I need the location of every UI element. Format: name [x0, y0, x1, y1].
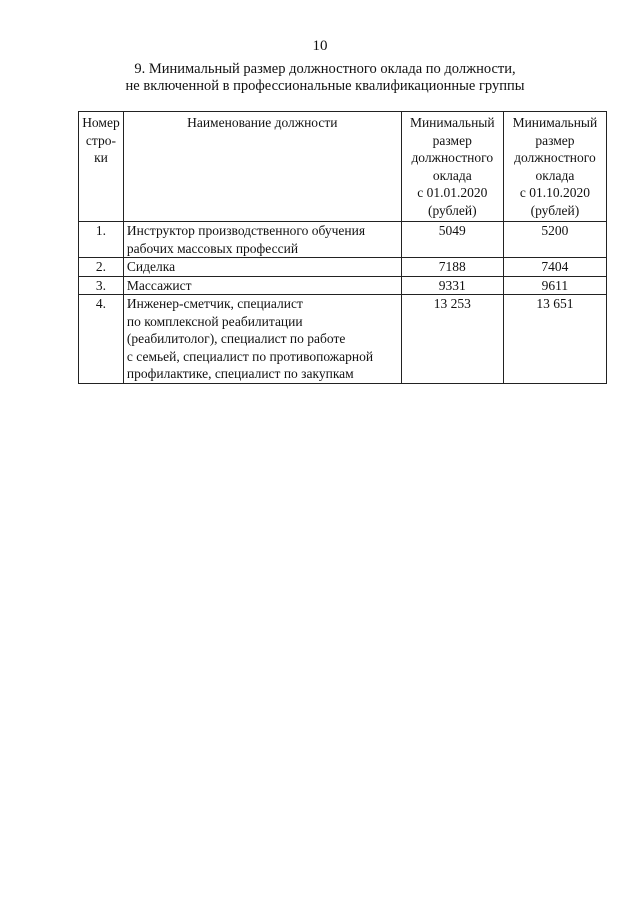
position-name-line: с семьей, специалист по противопожарной: [126, 348, 374, 364]
position-name-line: Массажист: [126, 277, 192, 293]
header-text: с 01.01.2020: [417, 185, 488, 200]
position-name-line: (реабилитолог), специалист по работе: [126, 331, 346, 346]
salary-2020-10: 9611: [503, 276, 606, 295]
position-name-line: рабочих массовых профессий: [126, 240, 299, 256]
header-text: Минимальный: [409, 115, 495, 130]
header-text: Наименование должности: [187, 115, 338, 130]
salary-2020-10: 13 651: [503, 295, 606, 384]
row-number: 3.: [79, 276, 124, 295]
header-text: размер: [535, 132, 575, 148]
position-name: [123, 258, 401, 277]
section-title-line-1: 9. Минимальный размер должностного оклада по должности,: [134, 61, 516, 77]
header-text: размер: [432, 132, 472, 148]
position-name-line: Сиделка: [126, 259, 176, 274]
salary-2020-10: 7404: [503, 258, 606, 277]
position-name-line: Инженер-сметчик, специалист: [126, 296, 303, 311]
salary-2020-01: 9331: [401, 276, 503, 295]
position-name-line: Инструктор производственного обучения: [126, 223, 366, 238]
table-row: [79, 295, 607, 384]
header-row-number: [79, 112, 124, 222]
header-text: Минимальный: [512, 115, 598, 130]
row-number: 4.: [79, 295, 124, 384]
header-text: оклада: [432, 167, 472, 183]
header-text: (рублей): [427, 202, 477, 218]
position-name-line: профилактике, специалист по закупкам: [126, 366, 354, 381]
row-number: 1.: [79, 222, 124, 258]
header-salary-2020-10: [503, 112, 606, 222]
header-text: должностного: [514, 150, 596, 165]
header-text: ки: [94, 150, 108, 165]
header-text: с 01.10.2020: [519, 185, 590, 200]
header-position-name: [123, 112, 401, 222]
header-text: должностного: [411, 150, 494, 165]
salary-2020-01: 7188: [401, 258, 503, 277]
header-salary-2020-01: [401, 112, 503, 222]
header-text: (рублей): [530, 202, 580, 218]
section-title: [70, 61, 580, 95]
position-name: [123, 222, 401, 258]
position-name-line: по комплексной реабилитации: [126, 313, 303, 329]
salary-2020-01: 13 253: [401, 295, 503, 384]
row-number: 2.: [79, 258, 124, 277]
salary-2020-10: 5200: [503, 222, 606, 258]
salary-2020-01: 5049: [401, 222, 503, 258]
table-header-row: [79, 112, 607, 222]
header-text: Номер: [82, 115, 120, 130]
header-text: оклада: [535, 167, 575, 183]
section-title-line-2: не включенной в профессиональные квалификационные группы: [125, 78, 525, 94]
header-text: стро-: [85, 132, 116, 148]
salary-table: [78, 111, 607, 384]
position-name: [123, 276, 401, 295]
table-row: [79, 276, 607, 295]
position-name: [123, 295, 401, 384]
page-number: 10: [312, 38, 328, 54]
table-row: [79, 222, 607, 258]
table-row: [79, 258, 607, 277]
